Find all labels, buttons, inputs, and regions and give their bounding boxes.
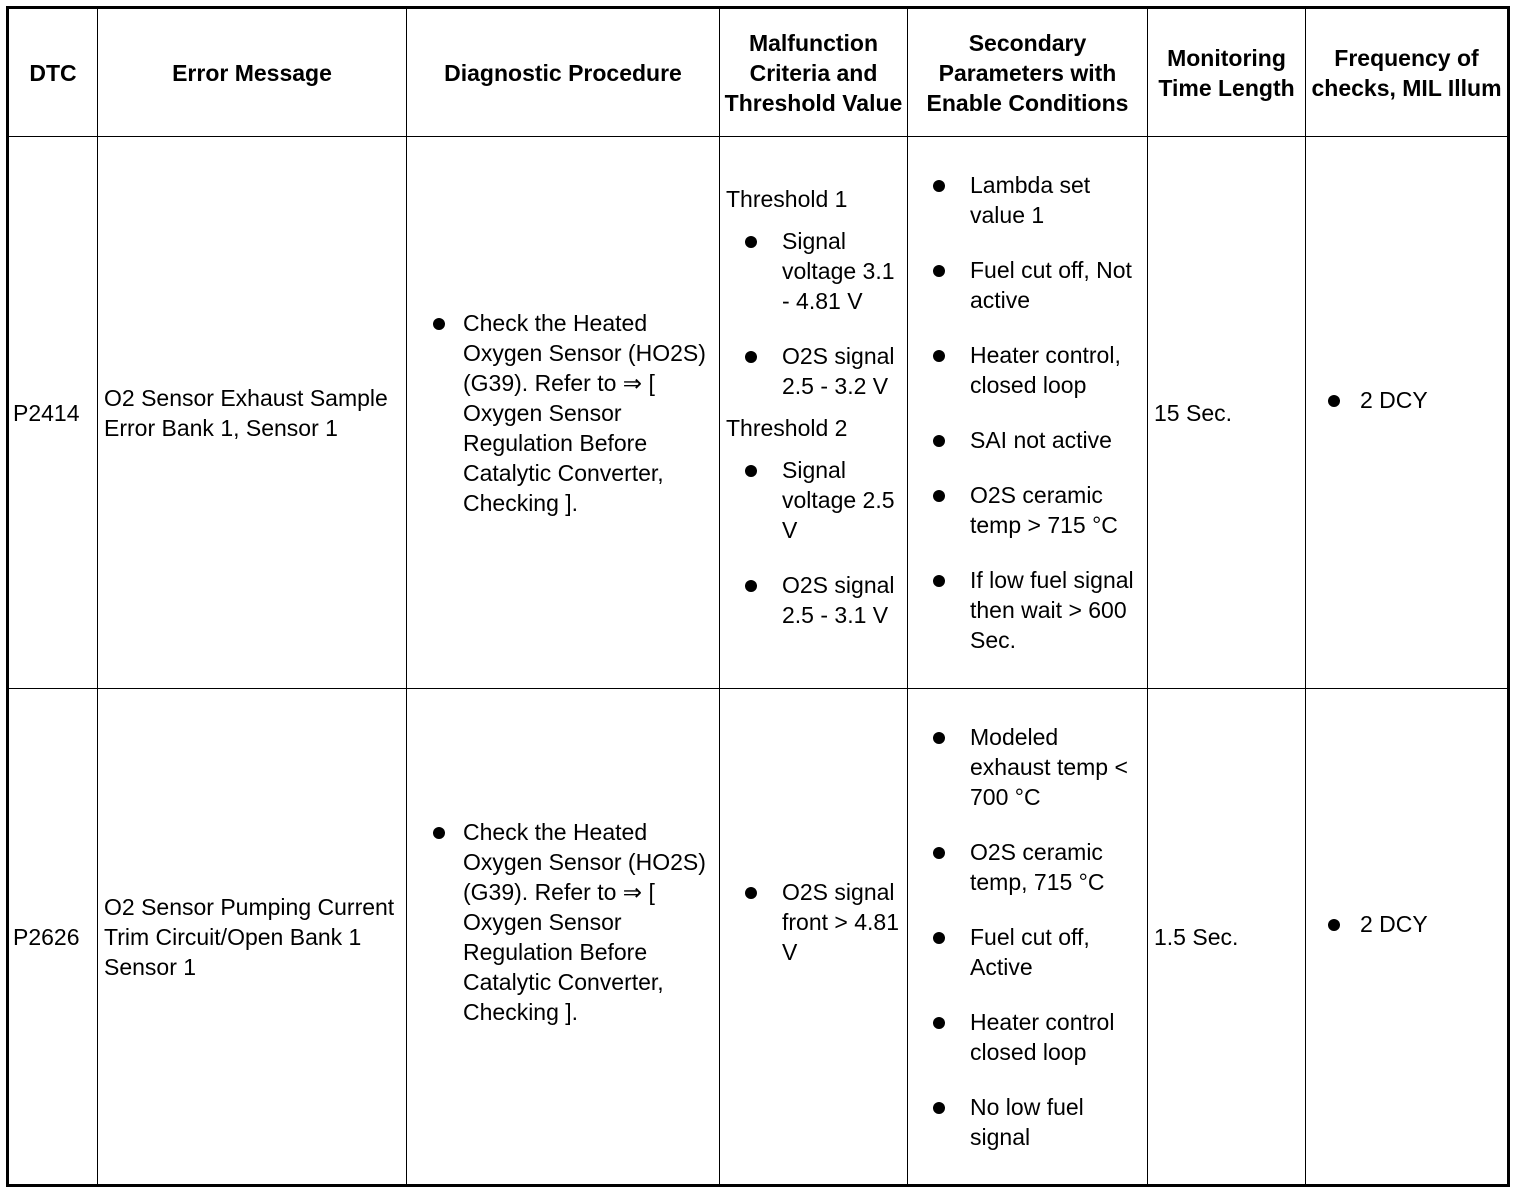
frequency-item: 2 DCY	[1312, 909, 1501, 939]
secondary-item: If low fuel signal then wait > 600 Sec.	[914, 565, 1141, 655]
procedure-list	[413, 817, 713, 1027]
diagnostic-procedure	[407, 689, 720, 1186]
procedure-item: Check the Heated Oxygen Sensor (HO2S) (G39). Refer to ⇒ [ Oxygen Sensor Regulation Before Catalytic Converter, Checking ].	[413, 817, 713, 1027]
error-message: O2 Sensor Exhaust Sample Error Bank 1, Sensor 1	[98, 137, 407, 689]
monitoring-time: 1.5 Sec.	[1148, 689, 1306, 1186]
procedure-item: Check the Heated Oxygen Sensor (HO2S) (G39). Refer to ⇒ [ Oxygen Sensor Regulation Before Catalytic Converter, Checking ].	[413, 308, 713, 518]
threshold-1-list	[726, 226, 901, 401]
secondary-item: SAI not active	[914, 425, 1141, 455]
threshold-label: Threshold 2	[726, 414, 848, 441]
header-dtc: DTC	[8, 8, 98, 137]
threshold-item: O2S signal 2.5 - 3.2 V	[726, 341, 901, 401]
threshold-label: Threshold 1	[726, 185, 848, 212]
frequency-cell	[1306, 137, 1509, 689]
table-row	[8, 689, 1509, 1186]
secondary-item: Fuel cut off, Active	[914, 922, 1141, 982]
secondary-item: Heater control, closed loop	[914, 340, 1141, 400]
secondary-item: Fuel cut off, Not active	[914, 255, 1141, 315]
secondary-parameters	[908, 689, 1148, 1186]
secondary-item: Heater control closed loop	[914, 1007, 1141, 1067]
frequency-cell	[1306, 689, 1509, 1186]
header-monitoring-time: Monitoring Time Length	[1148, 8, 1306, 137]
secondary-list	[914, 170, 1141, 655]
dtc-table	[6, 6, 1510, 1187]
dtc-code: P2626	[8, 689, 98, 1186]
header-error-message: Error Message	[98, 8, 407, 137]
threshold-2-list	[726, 455, 901, 630]
monitoring-time: 15 Sec.	[1148, 137, 1306, 689]
threshold-item: O2S signal 2.5 - 3.1 V	[726, 570, 901, 630]
threshold-item: Signal voltage 3.1 - 4.81 V	[726, 226, 901, 316]
procedure-list	[413, 308, 713, 518]
frequency-item: 2 DCY	[1312, 385, 1501, 415]
secondary-parameters	[908, 137, 1148, 689]
header-diagnostic-procedure: Diagnostic Procedure	[407, 8, 720, 137]
table-row	[8, 137, 1509, 689]
secondary-item: O2S ceramic temp, 715 °C	[914, 837, 1141, 897]
malfunction-criteria	[720, 137, 908, 689]
secondary-list	[914, 722, 1141, 1152]
diagnostic-procedure	[407, 137, 720, 689]
header-frequency: Frequency of checks, MIL Illum	[1306, 8, 1509, 137]
malfunction-criteria	[720, 689, 908, 1186]
dtc-table-container	[6, 6, 1510, 1187]
malfunction-item: O2S signal front > 4.81 V	[726, 877, 901, 967]
header-malfunction-criteria: Malfunction Criteria and Threshold Value	[720, 8, 908, 137]
dtc-code: P2414	[8, 137, 98, 689]
secondary-item: Modeled exhaust temp < 700 °C	[914, 722, 1141, 812]
header-secondary-parameters: Secondary Parameters with Enable Conditions	[908, 8, 1148, 137]
secondary-item: Lambda set value 1	[914, 170, 1141, 230]
secondary-item: O2S ceramic temp > 715 °C	[914, 480, 1141, 540]
header-row	[8, 8, 1509, 137]
frequency-list	[1312, 909, 1501, 939]
secondary-item: No low fuel signal	[914, 1092, 1141, 1152]
frequency-list	[1312, 385, 1501, 415]
malfunction-list	[726, 877, 901, 967]
threshold-item: Signal voltage 2.5 V	[726, 455, 901, 545]
error-message: O2 Sensor Pumping Current Trim Circuit/Open Bank 1 Sensor 1	[98, 689, 407, 1186]
